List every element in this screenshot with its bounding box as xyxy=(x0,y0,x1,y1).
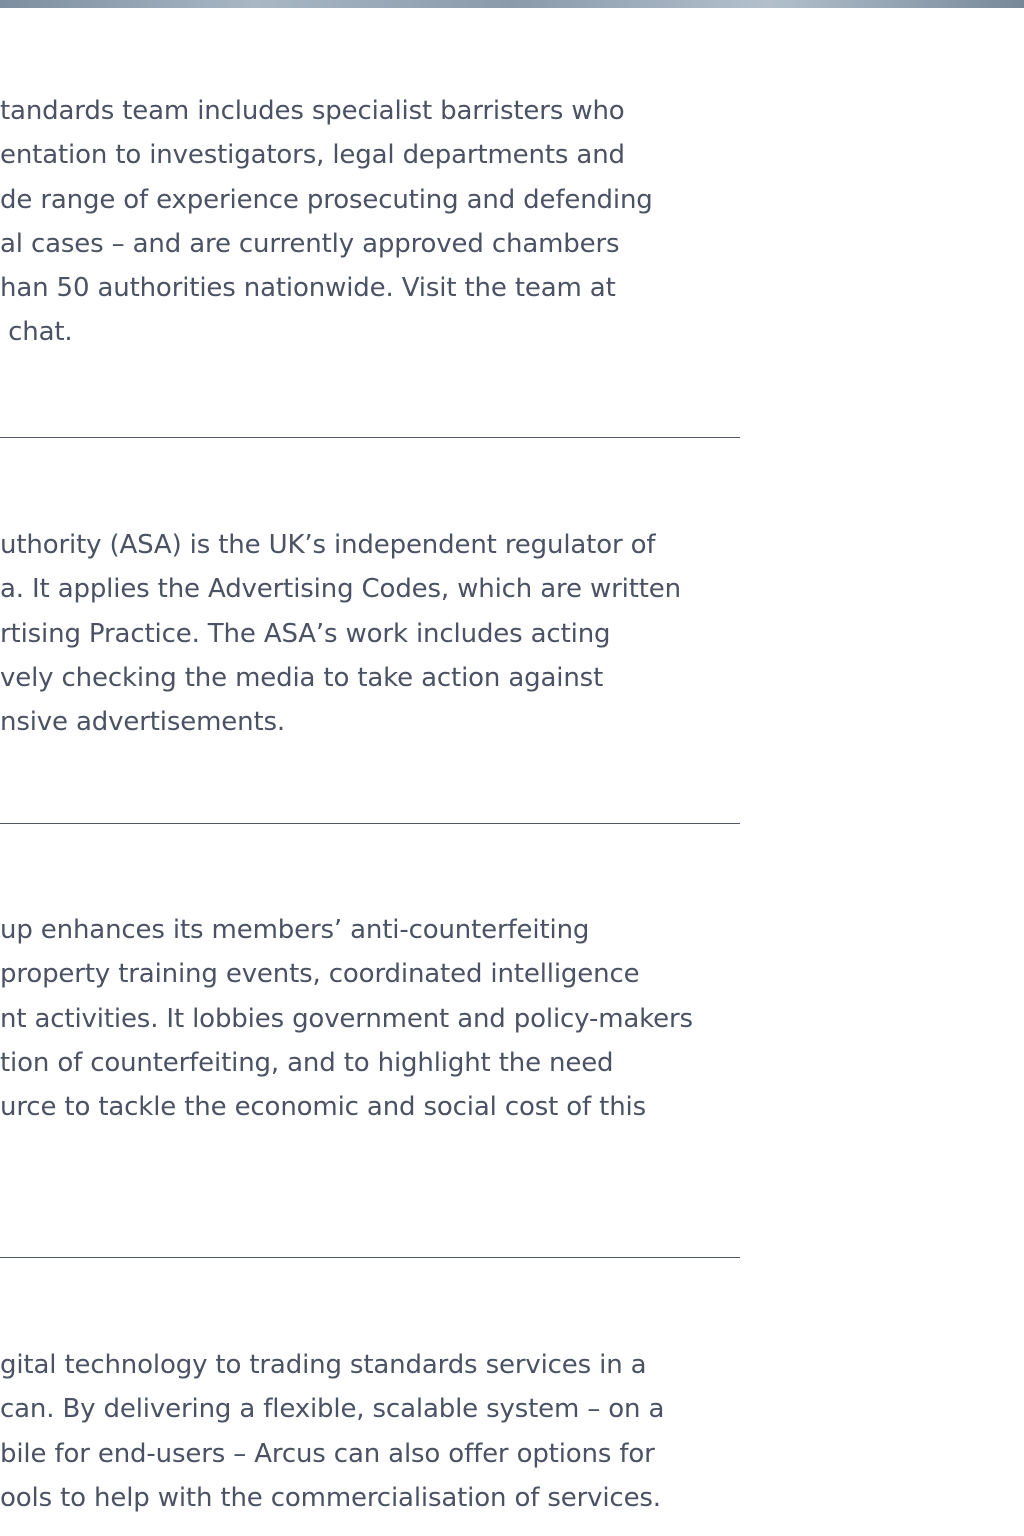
section-divider xyxy=(0,823,740,824)
paragraph-line: urce to tackle the economic and social cost of this xyxy=(0,1092,647,1123)
paragraph-line: tion of counterfeiting, and to highlight the need xyxy=(0,1047,614,1078)
paragraph-line: han 50 authorities nationwide. Visit the team at xyxy=(0,273,616,304)
paragraph-line: nt activities. It lobbies government and policy-makers xyxy=(0,1003,693,1034)
section-arcus xyxy=(0,1343,760,1520)
paragraph-line: gital technology to trading standards services in a xyxy=(0,1350,647,1380)
paragraph-line: up enhances its members’ anti-counterfeiting xyxy=(0,915,590,945)
section-asa xyxy=(0,523,760,744)
paragraph-line: ools to help with the commercialisation of services. xyxy=(0,1482,661,1513)
paragraph-line: bile for end-users – Arcus can also offer options for xyxy=(0,1438,655,1469)
paragraph-line: de range of experience prosecuting and defending xyxy=(0,184,653,215)
section-anti-counterfeiting xyxy=(0,908,760,1129)
paragraph-line: tandards team includes specialist barristers who xyxy=(0,96,625,126)
paragraph-line: rtising Practice. The ASA’s work includes acting xyxy=(0,618,611,649)
paragraph-line: property training events, coordinated intelligence xyxy=(0,959,640,990)
section-divider xyxy=(0,437,740,438)
paragraph-line: al cases – and are currently approved chambers xyxy=(0,228,620,259)
section-divider xyxy=(0,1257,740,1258)
paragraph-line: nsive advertisements. xyxy=(0,707,286,738)
paragraph-line: uthority (ASA) is the UK’s independent regulator of xyxy=(0,530,656,560)
paragraph-line: entation to investigators, legal departments and xyxy=(0,140,625,171)
paragraph-line: a. It applies the Advertising Codes, which are written xyxy=(0,574,681,605)
paragraph-line: chat. xyxy=(0,317,73,348)
paragraph-line: can. By delivering a flexible, scalable system – on a xyxy=(0,1394,665,1425)
top-image-strip xyxy=(0,0,1024,8)
section-legal-team xyxy=(0,89,760,355)
paragraph-line: vely checking the media to take action against xyxy=(0,662,604,693)
